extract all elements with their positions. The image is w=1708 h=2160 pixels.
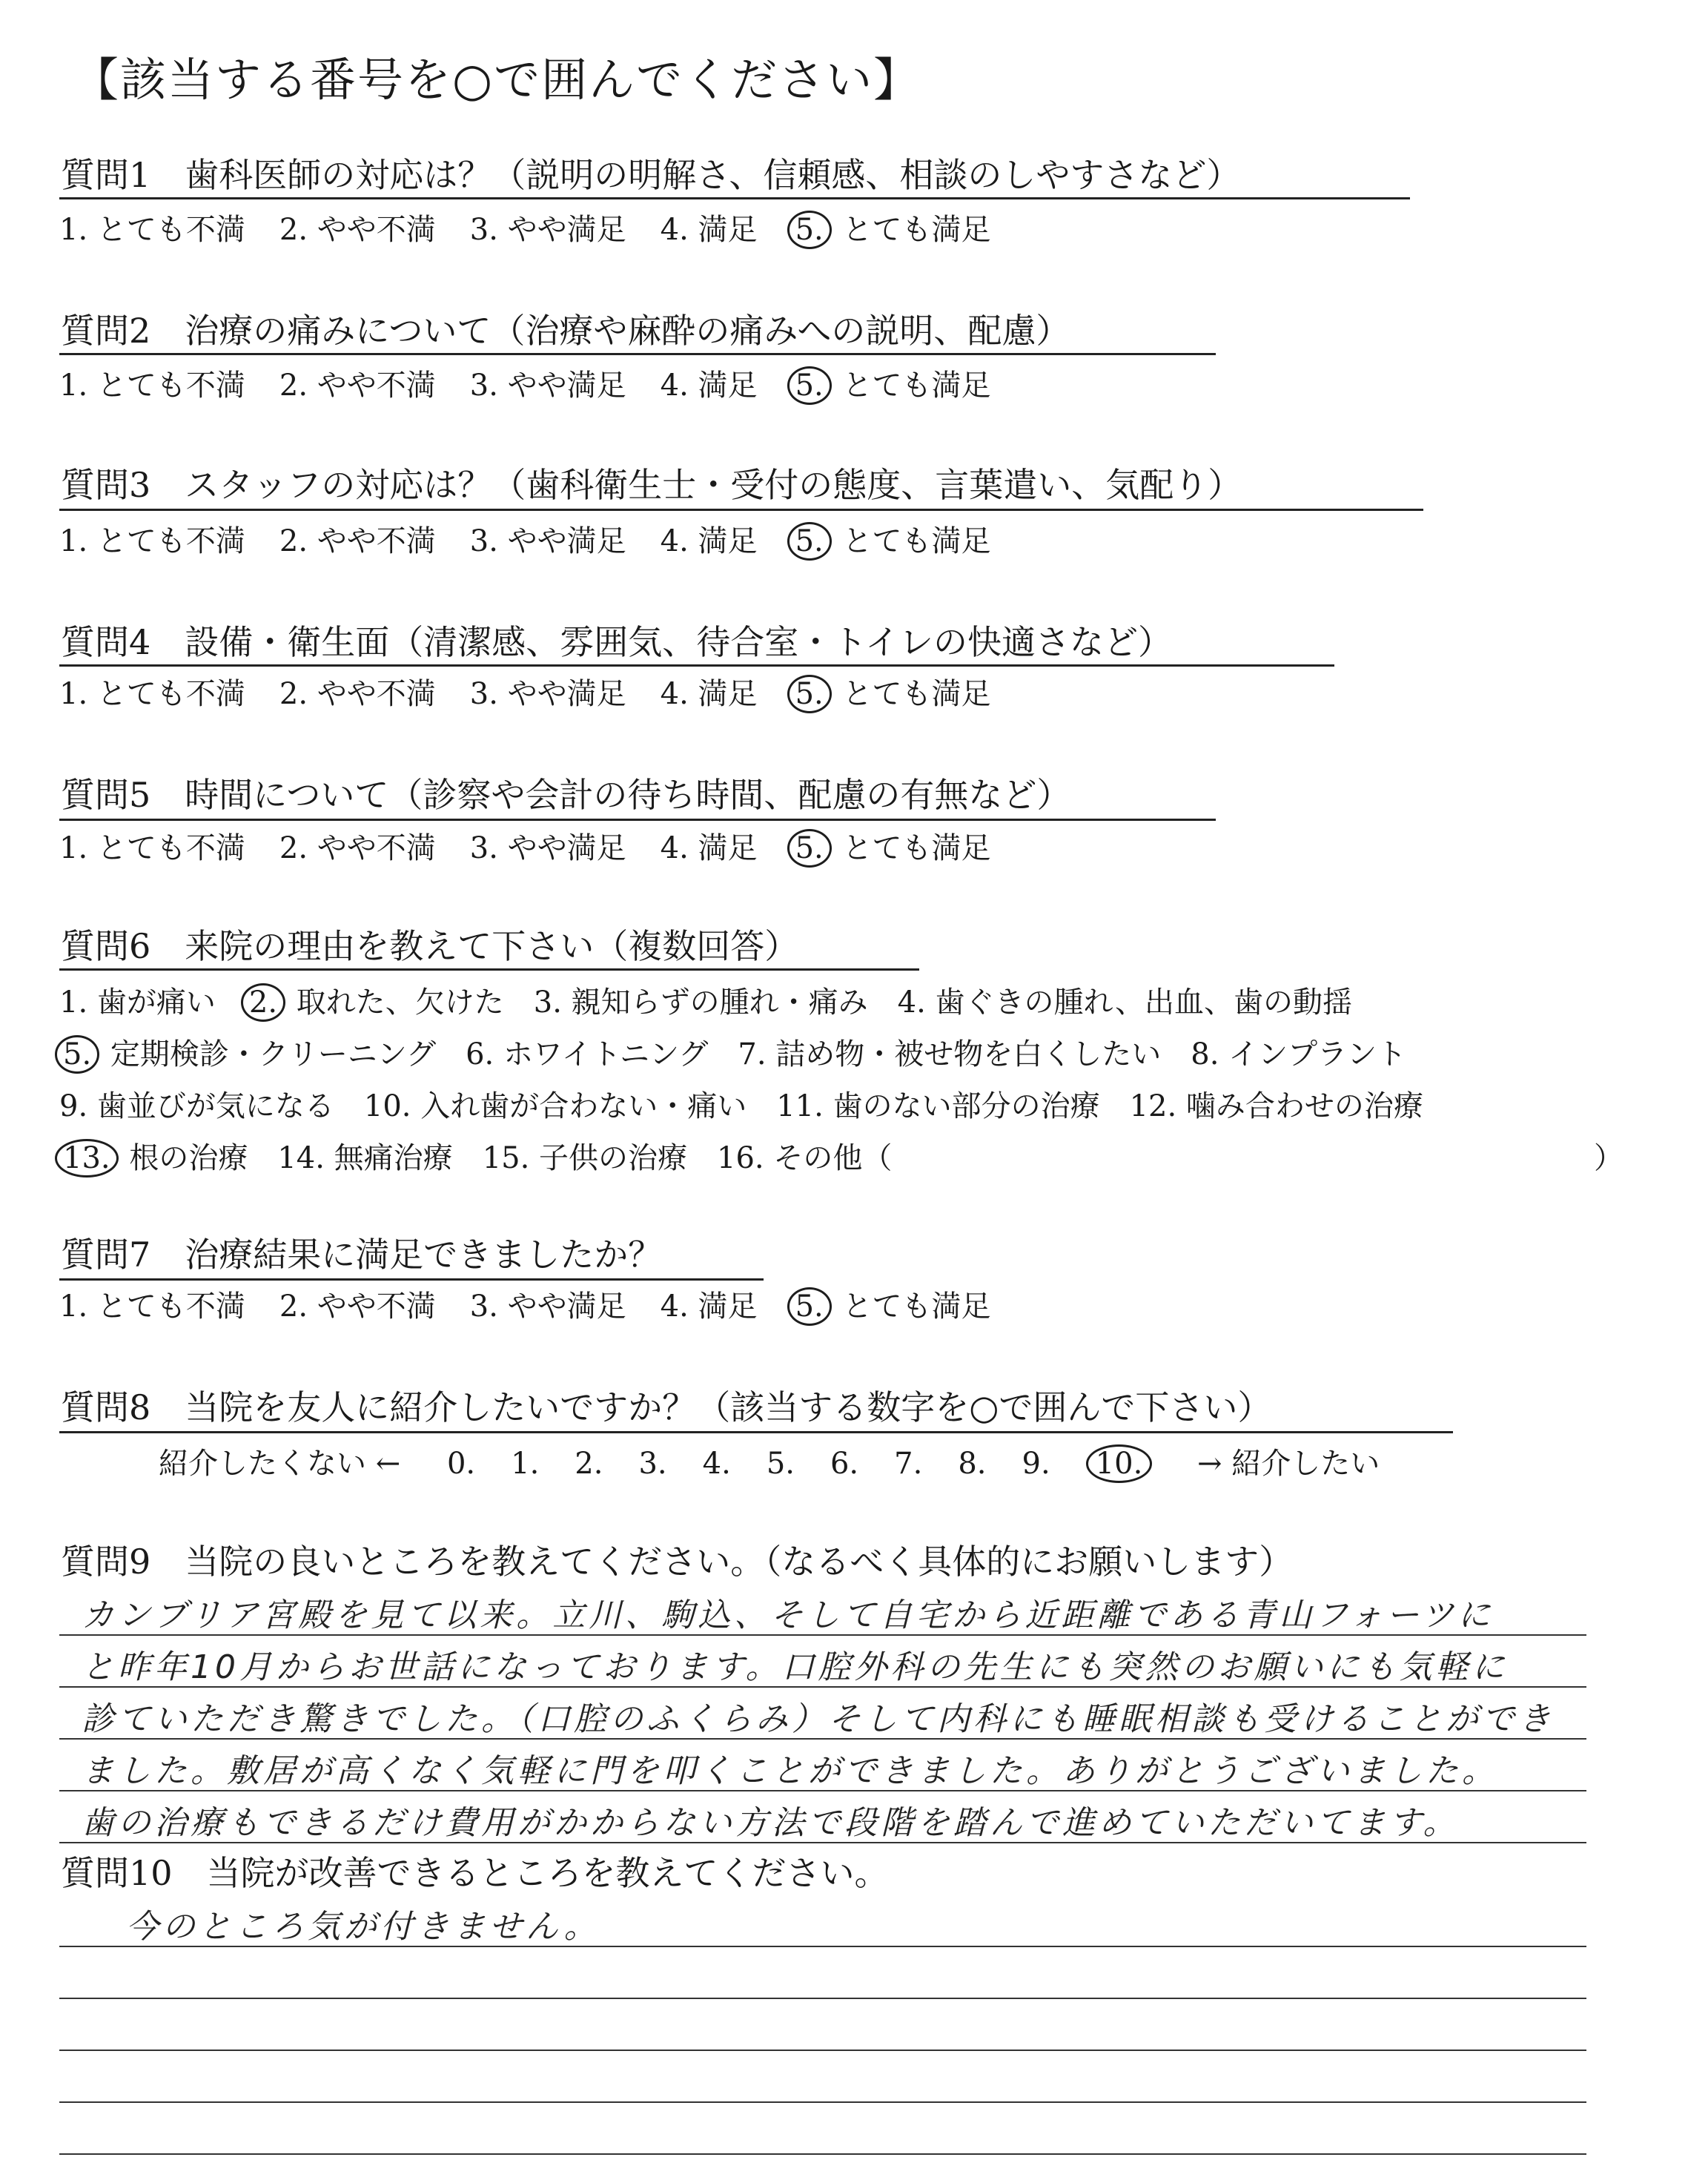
q1-choice-3-number: 3. <box>469 213 498 247</box>
question-5-answers <box>59 825 1025 867</box>
q6-option-5-number: 5. <box>55 1035 99 1074</box>
question-1-title: 質問1 歯科医師の対応は？（説明の明解さ、信頼感、相談のしやすさなど） <box>61 155 1241 195</box>
q4-choice-1 <box>59 670 245 713</box>
q4-choice-5-label: とても満足 <box>833 677 991 711</box>
q9-handwritten-line: と昨年10月からお世話になっております。口腔外科の先生にも突然のお願いにも気軽に <box>82 1648 1509 1686</box>
scale-value-4: 4. <box>702 1447 731 1481</box>
q2-choice-4-label: 満足 <box>688 369 758 403</box>
q1-choice-2-label: やや不満 <box>308 213 436 247</box>
q1-choice-2 <box>279 206 436 248</box>
q7-choice-2-number: 2. <box>279 1289 308 1324</box>
q5-choice-2-label: やや不満 <box>308 831 436 865</box>
q6-option-11-number: 11. <box>776 1089 824 1123</box>
q6-option-10-label: 入れ歯が合わない・痛い <box>411 1089 747 1123</box>
q6-other-close: ） <box>1594 1141 1623 1175</box>
question-2-answers <box>59 362 1025 404</box>
q9-handwritten-line: ました。敷居が高くなく気軽に門を叩くことができました。ありがとうございました。 <box>82 1752 1498 1790</box>
question-1-answers <box>59 206 1025 248</box>
q7-choice-1-number: 1. <box>59 1289 88 1324</box>
q6-option-9-number: 9. <box>59 1089 88 1123</box>
q6-option-12-number: 12. <box>1129 1089 1177 1123</box>
q6-option-8-label: インプラント <box>1219 1037 1407 1071</box>
q6-option-12 <box>1130 1083 1423 1125</box>
question-1-underline <box>59 197 1410 199</box>
q6-option-16 <box>717 1135 892 1177</box>
q6-option-13 <box>59 1135 248 1177</box>
q7-choice-2 <box>279 1283 436 1325</box>
question-6-row <box>59 1031 1436 1073</box>
q6-option-6-number: 6. <box>466 1037 494 1071</box>
q1-choice-3-label: やや満足 <box>497 213 626 247</box>
question-8-underline <box>59 1431 1453 1433</box>
q5-choice-3-number: 3. <box>469 831 498 865</box>
question-9-title: 質問9 当院の良いところを教えてください。（なるべく具体的にお願いします） <box>61 1542 1294 1582</box>
question-2-title: 質問2 治療の痛みについて（治療や麻酔の痛みへの説明、配慮） <box>61 311 1070 351</box>
q1-choice-4-label: 満足 <box>688 213 758 247</box>
q3-choice-5-number: 5. <box>787 522 832 561</box>
q4-choice-4 <box>661 670 758 713</box>
q6-option-14-number: 14. <box>277 1141 325 1175</box>
q2-choice-2 <box>279 362 436 404</box>
q2-choice-2-number: 2. <box>279 369 308 403</box>
scale-value-1: 1. <box>511 1447 540 1481</box>
scale-value-6: 6. <box>830 1447 859 1481</box>
q6-option-8-number: 8. <box>1191 1037 1219 1071</box>
scale-left-label: 紹介したくない ← <box>159 1447 401 1481</box>
q7-choice-3 <box>470 1283 626 1325</box>
question-2-underline <box>59 353 1216 355</box>
q5-choice-1-number: 1. <box>59 831 88 865</box>
q6-option-4-number: 4. <box>897 985 926 1020</box>
scale-value-9: 9. <box>1022 1447 1050 1481</box>
q7-choice-1 <box>59 1283 245 1325</box>
q5-choice-2-number: 2. <box>279 831 308 865</box>
question-4-underline <box>59 664 1334 667</box>
q10-ruled-line <box>59 2153 1586 2155</box>
question-6-row <box>59 1135 1623 1177</box>
q9-handwritten-line: 診ていただき驚きでした。（口腔のふくらみ）そして内科にも睡眠相談も受けることができ <box>82 1700 1555 1738</box>
q3-choice-3 <box>470 518 626 560</box>
q6-option-6-label: ホワイトニング <box>494 1037 709 1071</box>
q5-choice-1-label: とても不満 <box>87 831 245 865</box>
q1-choice-4 <box>661 206 758 248</box>
question-6-row <box>59 1083 1453 1125</box>
q6-option-3-label: 親知らずの腫れ・痛み <box>561 985 868 1020</box>
q2-choice-4 <box>661 362 758 404</box>
question-4-title: 質問4 設備・衛生面（清潔感、雰囲気、待合室・トイレの快適さなど） <box>61 622 1172 662</box>
q4-choice-4-label: 満足 <box>688 677 758 711</box>
q7-choice-3-label: やや満足 <box>497 1289 626 1324</box>
q2-choice-5-label: とても満足 <box>833 369 991 403</box>
q6-option-3 <box>534 979 868 1021</box>
q6-option-3-number: 3. <box>533 985 562 1020</box>
question-4-answers <box>59 670 1025 713</box>
q5-choice-5 <box>792 825 991 867</box>
q3-choice-2 <box>279 518 436 560</box>
q6-option-8 <box>1191 1031 1406 1073</box>
q6-option-9-label: 歯並びが気になる <box>87 1089 334 1123</box>
question-6-title: 質問6 来院の理由を教えて下さい（複数回答） <box>61 926 799 966</box>
q6-option-12-label: 噛み合わせの治療 <box>1176 1089 1423 1123</box>
question-6-underline <box>59 968 919 971</box>
q9-handwritten-line: 歯の治療もできるだけ費用がかからない方法で段階を踏んで進めていただいてます。 <box>82 1804 1460 1842</box>
q6-option-16-label: その他（ <box>764 1141 893 1175</box>
q2-choice-3 <box>470 362 626 404</box>
q6-option-14 <box>277 1135 452 1177</box>
q6-option-15-label: 子供の治療 <box>529 1141 688 1175</box>
scale-right-label: → 紹介したい <box>1197 1447 1380 1481</box>
q6-option-15-number: 15. <box>482 1141 530 1175</box>
q6-option-4 <box>898 979 1352 1021</box>
q6-option-7 <box>738 1031 1161 1073</box>
q3-choice-3-label: やや満足 <box>497 524 626 558</box>
question-8-scale <box>159 1440 1380 1482</box>
q1-choice-3 <box>470 206 626 248</box>
q4-choice-5-number: 5. <box>787 675 832 713</box>
q4-choice-2 <box>279 670 436 713</box>
q3-choice-2-label: やや不満 <box>308 524 436 558</box>
question-3-answers <box>59 518 1025 560</box>
q1-choice-1-label: とても不満 <box>87 213 245 247</box>
scale-value-8: 8. <box>958 1447 987 1481</box>
q7-choice-5 <box>792 1283 991 1325</box>
q4-choice-1-label: とても不満 <box>87 677 245 711</box>
q6-option-14-label: 無痛治療 <box>324 1141 453 1175</box>
q3-choice-1-label: とても不満 <box>87 524 245 558</box>
q6-option-4-label: 歯ぐきの腫れ、出血、歯の動揺 <box>925 985 1352 1020</box>
q6-option-13-number: 13. <box>55 1139 119 1178</box>
q5-choice-3 <box>470 825 626 867</box>
q10-ruled-line <box>59 1998 1586 1999</box>
question-3-title: 質問3 スタッフの対応は？（歯科衛生士・受付の態度、言葉遣い、気配り） <box>61 465 1242 505</box>
q7-choice-4-label: 満足 <box>688 1289 758 1324</box>
scale-value-7: 7. <box>894 1447 923 1481</box>
q6-option-9 <box>59 1083 334 1125</box>
q7-choice-4 <box>661 1283 758 1325</box>
q6-option-5 <box>59 1031 436 1073</box>
q2-choice-2-label: やや不満 <box>308 369 436 403</box>
q6-option-7-number: 7. <box>738 1037 767 1071</box>
q5-choice-1 <box>59 825 245 867</box>
q4-choice-3 <box>470 670 626 713</box>
q6-option-1-number: 1. <box>59 985 88 1020</box>
q7-choice-4-number: 4. <box>660 1289 689 1324</box>
q2-choice-1-number: 1. <box>59 369 88 403</box>
scale-value-10: 10. <box>1086 1447 1153 1481</box>
question-3-underline <box>59 509 1423 511</box>
q1-choice-2-number: 2. <box>279 213 308 247</box>
q6-option-1-label: 歯が痛い <box>87 985 216 1020</box>
q6-option-11 <box>776 1083 1099 1125</box>
q7-choice-5-label: とても満足 <box>833 1289 991 1324</box>
scale-value-3: 3. <box>638 1447 667 1481</box>
q2-choice-5 <box>792 362 991 404</box>
q7-choice-5-number: 5. <box>787 1287 832 1326</box>
q4-choice-2-label: やや不満 <box>308 677 436 711</box>
question-6-row <box>59 979 1382 1021</box>
q4-choice-5 <box>792 670 991 713</box>
q4-choice-2-number: 2. <box>279 677 308 711</box>
q6-option-2-number: 2. <box>241 983 285 1022</box>
q3-choice-4 <box>661 518 758 560</box>
scale-value-0: 0. <box>446 1447 476 1481</box>
q4-choice-3-label: やや満足 <box>497 677 626 711</box>
q4-choice-3-number: 3. <box>469 677 498 711</box>
q4-choice-4-number: 4. <box>660 677 689 711</box>
q3-choice-3-number: 3. <box>469 524 498 558</box>
q6-option-7-label: 詰め物・被せ物を白くしたい <box>766 1037 1162 1071</box>
q6-option-10-number: 10. <box>363 1089 411 1123</box>
scale-value-2: 2. <box>575 1447 603 1481</box>
q3-choice-5-label: とても満足 <box>833 524 991 558</box>
q6-option-2-label: 取れた、欠けた <box>287 985 504 1020</box>
q3-choice-5 <box>792 518 991 560</box>
q3-choice-1 <box>59 518 245 560</box>
q5-choice-5-number: 5. <box>787 829 832 868</box>
q4-choice-1-number: 1. <box>59 677 88 711</box>
q1-choice-4-number: 4. <box>660 213 689 247</box>
q6-option-6 <box>466 1031 708 1073</box>
question-7-answers <box>59 1283 1025 1325</box>
q6-option-13-label: 根の治療 <box>119 1141 248 1175</box>
q3-choice-1-number: 1. <box>59 524 88 558</box>
q5-choice-4-label: 満足 <box>688 831 758 865</box>
q5-choice-5-label: とても満足 <box>833 831 991 865</box>
q6-option-11-label: 歯のない部分の治療 <box>823 1089 1100 1123</box>
recommend-scale <box>447 1447 1188 1481</box>
q1-choice-5-label: とても満足 <box>833 213 991 247</box>
q6-option-16-number: 16. <box>717 1141 764 1175</box>
q6-option-5-label: 定期検診・クリーニング <box>101 1037 437 1071</box>
q2-choice-5-number: 5. <box>787 366 832 405</box>
question-10-title: 質問10 当院が改善できるところを教えてください。 <box>61 1853 889 1893</box>
q2-choice-3-number: 3. <box>469 369 498 403</box>
q6-option-2 <box>245 979 504 1021</box>
q5-choice-3-label: やや満足 <box>497 831 626 865</box>
q6-option-10 <box>364 1083 747 1125</box>
q2-choice-4-number: 4. <box>660 369 689 403</box>
q5-choice-4 <box>661 825 758 867</box>
q1-choice-5 <box>792 206 991 248</box>
q1-choice-1 <box>59 206 245 248</box>
q2-choice-3-label: やや満足 <box>497 369 626 403</box>
q3-choice-4-number: 4. <box>660 524 689 558</box>
q2-choice-1-label: とても不満 <box>87 369 245 403</box>
q7-choice-3-number: 3. <box>469 1289 498 1324</box>
q6-option-1 <box>59 979 216 1021</box>
question-7-title: 質問7 治療結果に満足できましたか？ <box>61 1235 663 1275</box>
q10-ruled-line <box>59 2050 1586 2051</box>
question-5-title: 質問5 時間について（診察や会計の待ち時間、配慮の有無など） <box>61 775 1071 815</box>
q1-choice-1-number: 1. <box>59 213 88 247</box>
q7-choice-1-label: とても不満 <box>87 1289 245 1324</box>
q7-choice-2-label: やや不満 <box>308 1289 436 1324</box>
q1-choice-5-number: 5. <box>787 211 832 249</box>
question-8-title: 質問8 当院を友人に紹介したいですか？（該当する数字を○で囲んで下さい） <box>61 1387 1272 1427</box>
q6-option-15 <box>483 1135 687 1177</box>
q3-choice-4-label: 満足 <box>688 524 758 558</box>
question-7-underline <box>59 1278 764 1281</box>
q5-choice-4-number: 4. <box>660 831 689 865</box>
q10-ruled-line <box>59 2101 1586 2103</box>
question-5-underline <box>59 819 1216 821</box>
q3-choice-2-number: 2. <box>279 524 308 558</box>
q9-handwritten-line: カンブリア宮殿を見て以来。立川、駒込、そして自宅から近距離である青山フォーツに <box>82 1596 1494 1634</box>
q5-choice-2 <box>279 825 436 867</box>
q2-choice-1 <box>59 362 245 404</box>
q10-handwritten-line: 今のところ気が付きません。 <box>126 1908 600 1946</box>
page-title: 【該当する番号を○で囲んでください】 <box>73 53 921 107</box>
scale-value-5: 5. <box>766 1447 795 1481</box>
